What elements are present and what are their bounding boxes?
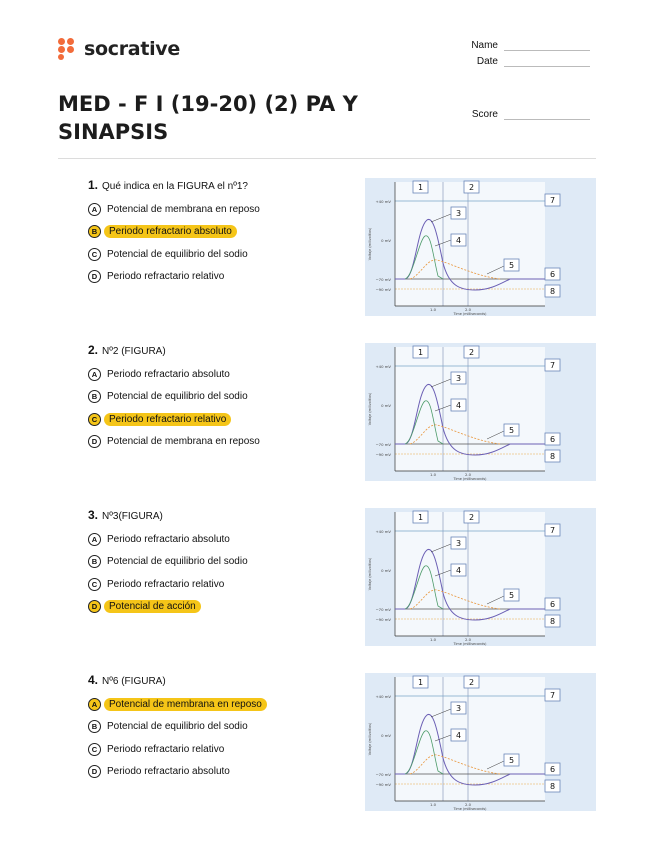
label-text: 2 <box>468 183 475 192</box>
answer-option-b[interactable] <box>88 551 348 574</box>
option-letter-badge: B <box>88 390 101 403</box>
action-potential-figure <box>365 673 596 811</box>
label-text: 3 <box>455 374 462 383</box>
label-text: 3 <box>455 209 462 218</box>
answer-option-a[interactable] <box>88 198 348 221</box>
question-number: 1. <box>88 178 99 192</box>
y-tick-low1: −70 mV <box>375 607 391 612</box>
y-tick-low1: −70 mV <box>375 442 391 447</box>
answer-option-c[interactable] <box>88 573 348 596</box>
figure-label-1 <box>413 346 428 358</box>
label-text: 2 <box>468 678 475 687</box>
question-1 <box>88 178 348 288</box>
y-tick-low2: −90 mV <box>375 782 391 787</box>
y-tick-low2: −90 mV <box>375 287 391 292</box>
question-4 <box>88 673 348 783</box>
option-text: Periodo refractario absoluto <box>104 225 237 238</box>
logo-dots-icon <box>58 38 78 60</box>
x-tick-1: 1.0 <box>429 637 437 642</box>
figure-label-3 <box>451 207 466 219</box>
y-tick-low2: −90 mV <box>375 452 391 457</box>
option-letter-badge: C <box>88 248 101 261</box>
figure-label-8 <box>545 285 560 297</box>
y-tick-top: +40 mV <box>375 364 391 369</box>
option-text: Potencial de membrana en reposo <box>107 203 260 215</box>
question-text: Nº3(FIGURA) <box>102 511 163 522</box>
label-text: 1 <box>417 348 424 357</box>
answer-option-b[interactable] <box>88 221 348 244</box>
figure-label-4 <box>451 234 466 246</box>
question-prompt <box>88 673 348 687</box>
answer-option-a[interactable] <box>88 693 348 716</box>
y-tick-mid: 0 mV <box>381 568 391 573</box>
label-text: 1 <box>417 183 424 192</box>
answer-option-b[interactable] <box>88 386 348 409</box>
label-text: 1 <box>417 678 424 687</box>
label-text: 5 <box>508 426 515 435</box>
option-text: Periodo refractario absoluto <box>107 766 230 778</box>
option-text: Potencial de membrana en reposo <box>107 436 260 448</box>
question-2 <box>88 343 348 453</box>
option-text: Potencial de membrana en reposo <box>104 698 267 711</box>
question-text: Qué indica en la FIGURA el nº1? <box>102 181 248 192</box>
answer-option-c[interactable] <box>88 243 348 266</box>
figure-label-3 <box>451 372 466 384</box>
label-text: 6 <box>549 270 556 279</box>
label-text: 7 <box>549 691 556 700</box>
label-text: 6 <box>549 600 556 609</box>
answer-option-a[interactable] <box>88 528 348 551</box>
option-text: Potencial de equilibrio del sodio <box>107 248 248 260</box>
figure-label-5 <box>504 589 519 601</box>
question-text: Nº6 (FIGURA) <box>102 676 166 687</box>
brand-name: socrative <box>84 38 180 60</box>
y-tick-top: +40 mV <box>375 694 391 699</box>
label-text: 4 <box>455 401 462 410</box>
label-text: 3 <box>455 539 462 548</box>
label-text: 8 <box>549 782 556 791</box>
answer-option-b[interactable] <box>88 716 348 739</box>
label-text: 8 <box>549 287 556 296</box>
option-letter-badge: A <box>88 698 101 711</box>
figure-label-4 <box>451 729 466 741</box>
y-tick-low1: −70 mV <box>375 772 391 777</box>
x-tick-2: 2.0 <box>464 472 472 477</box>
y-tick-mid: 0 mV <box>381 403 391 408</box>
figure-label-6 <box>545 268 560 280</box>
figure-label-3 <box>451 537 466 549</box>
figure-label-1 <box>413 511 428 523</box>
figure-label-2 <box>464 346 479 358</box>
question-number: 4. <box>88 673 99 687</box>
label-text: 1 <box>417 513 424 522</box>
x-tick-2: 2.0 <box>464 802 472 807</box>
option-letter-badge: B <box>88 720 101 733</box>
score-label: Score <box>471 109 498 120</box>
y-axis-label: Voltaje (milivoltios) <box>368 392 372 426</box>
option-text: Potencial de equilibrio del sodio <box>107 556 248 568</box>
name-field[interactable] <box>470 40 590 51</box>
x-tick-1: 1.0 <box>429 472 437 477</box>
label-text: 4 <box>455 731 462 740</box>
figure-label-5 <box>504 259 519 271</box>
figure-label-8 <box>545 615 560 627</box>
option-letter-badge: A <box>88 533 101 546</box>
figure-label-5 <box>504 424 519 436</box>
option-letter-badge: A <box>88 368 101 381</box>
answer-option-d[interactable] <box>88 266 348 289</box>
label-text: 7 <box>549 526 556 535</box>
name-label: Name <box>471 40 498 51</box>
score-field[interactable] <box>470 109 590 120</box>
figure-label-6 <box>545 763 560 775</box>
question-prompt <box>88 178 348 192</box>
answer-option-d[interactable] <box>88 761 348 784</box>
figure-label-2 <box>464 676 479 688</box>
figure-label-8 <box>545 780 560 792</box>
option-text: Periodo refractario absoluto <box>107 368 230 380</box>
x-axis-label: Time (milliseconds) <box>453 642 487 646</box>
option-letter-badge: B <box>88 555 101 568</box>
label-text: 3 <box>455 704 462 713</box>
option-text: Potencial de acción <box>104 600 201 613</box>
answer-option-d[interactable] <box>88 596 348 619</box>
question-number: 3. <box>88 508 99 522</box>
figure-label-4 <box>451 564 466 576</box>
option-text: Periodo refractario relativo <box>107 271 225 283</box>
y-axis-label: Voltaje (milivoltios) <box>368 722 372 756</box>
socrative-logo <box>58 38 180 60</box>
question-prompt <box>88 343 348 357</box>
name-line <box>504 43 590 51</box>
option-text: Periodo refractario relativo <box>104 413 231 426</box>
answer-option-a[interactable] <box>88 363 348 386</box>
y-tick-mid: 0 mV <box>381 733 391 738</box>
answer-option-d[interactable] <box>88 431 348 454</box>
answer-option-c[interactable] <box>88 408 348 431</box>
label-text: 8 <box>549 452 556 461</box>
option-text: Potencial de equilibrio del sodio <box>107 721 248 733</box>
figure-label-3 <box>451 702 466 714</box>
question-text: Nº2 (FIGURA) <box>102 346 166 357</box>
label-text: 8 <box>549 617 556 626</box>
figure-label-7 <box>545 194 560 206</box>
y-tick-top: +40 mV <box>375 529 391 534</box>
label-text: 2 <box>468 513 475 522</box>
page-title: MED - F I (19-20) (2) PA Y SINAPSIS <box>58 92 358 144</box>
option-letter-badge: D <box>88 765 101 778</box>
label-text: 4 <box>455 236 462 245</box>
option-text: Periodo refractario relativo <box>107 578 225 590</box>
option-letter-badge: C <box>88 413 101 426</box>
figure-label-2 <box>464 181 479 193</box>
option-letter-badge: D <box>88 270 101 283</box>
y-tick-mid: 0 mV <box>381 238 391 243</box>
header-divider <box>58 158 596 159</box>
question-3 <box>88 508 348 618</box>
option-letter-badge: B <box>88 225 101 238</box>
label-text: 6 <box>549 765 556 774</box>
option-text: Potencial de equilibrio del sodio <box>107 391 248 403</box>
x-axis-label: Time (milliseconds) <box>453 477 487 481</box>
figure-label-1 <box>413 181 428 193</box>
figure-label-7 <box>545 359 560 371</box>
option-text: Periodo refractario absoluto <box>107 533 230 545</box>
action-potential-figure <box>365 508 596 646</box>
label-text: 5 <box>508 591 515 600</box>
figure-label-8 <box>545 450 560 462</box>
option-letter-badge: D <box>88 600 101 613</box>
answer-option-c[interactable] <box>88 738 348 761</box>
question-prompt <box>88 508 348 522</box>
x-tick-1: 1.0 <box>429 307 437 312</box>
x-axis-label: Time (milliseconds) <box>453 807 487 811</box>
question-number: 2. <box>88 343 99 357</box>
label-text: 7 <box>549 361 556 370</box>
y-axis-label: Voltaje (milivoltios) <box>368 227 372 261</box>
label-text: 2 <box>468 348 475 357</box>
option-letter-badge: C <box>88 578 101 591</box>
label-text: 7 <box>549 196 556 205</box>
figure-label-1 <box>413 676 428 688</box>
option-letter-badge: D <box>88 435 101 448</box>
y-tick-low1: −70 mV <box>375 277 391 282</box>
action-potential-figure <box>365 343 596 481</box>
x-tick-1: 1.0 <box>429 802 437 807</box>
label-text: 4 <box>455 566 462 575</box>
label-text: 6 <box>549 435 556 444</box>
score-line <box>504 112 590 120</box>
date-line <box>504 59 590 67</box>
figure-label-5 <box>504 754 519 766</box>
figure-label-6 <box>545 598 560 610</box>
option-text: Periodo refractario relativo <box>107 743 225 755</box>
x-axis-label: Time (milliseconds) <box>453 312 487 316</box>
y-tick-low2: −90 mV <box>375 617 391 622</box>
date-label: Date <box>476 56 498 67</box>
x-tick-2: 2.0 <box>464 307 472 312</box>
action-potential-figure <box>365 178 596 316</box>
label-text: 5 <box>508 261 515 270</box>
option-letter-badge: A <box>88 203 101 216</box>
figure-label-7 <box>545 689 560 701</box>
figure-label-6 <box>545 433 560 445</box>
figure-label-2 <box>464 511 479 523</box>
x-tick-2: 2.0 <box>464 637 472 642</box>
label-text: 5 <box>508 756 515 765</box>
figure-label-4 <box>451 399 466 411</box>
figure-label-7 <box>545 524 560 536</box>
y-tick-top: +40 mV <box>375 199 391 204</box>
date-field[interactable] <box>470 56 590 67</box>
y-axis-label: Voltaje (milivoltios) <box>368 557 372 591</box>
option-letter-badge: C <box>88 743 101 756</box>
